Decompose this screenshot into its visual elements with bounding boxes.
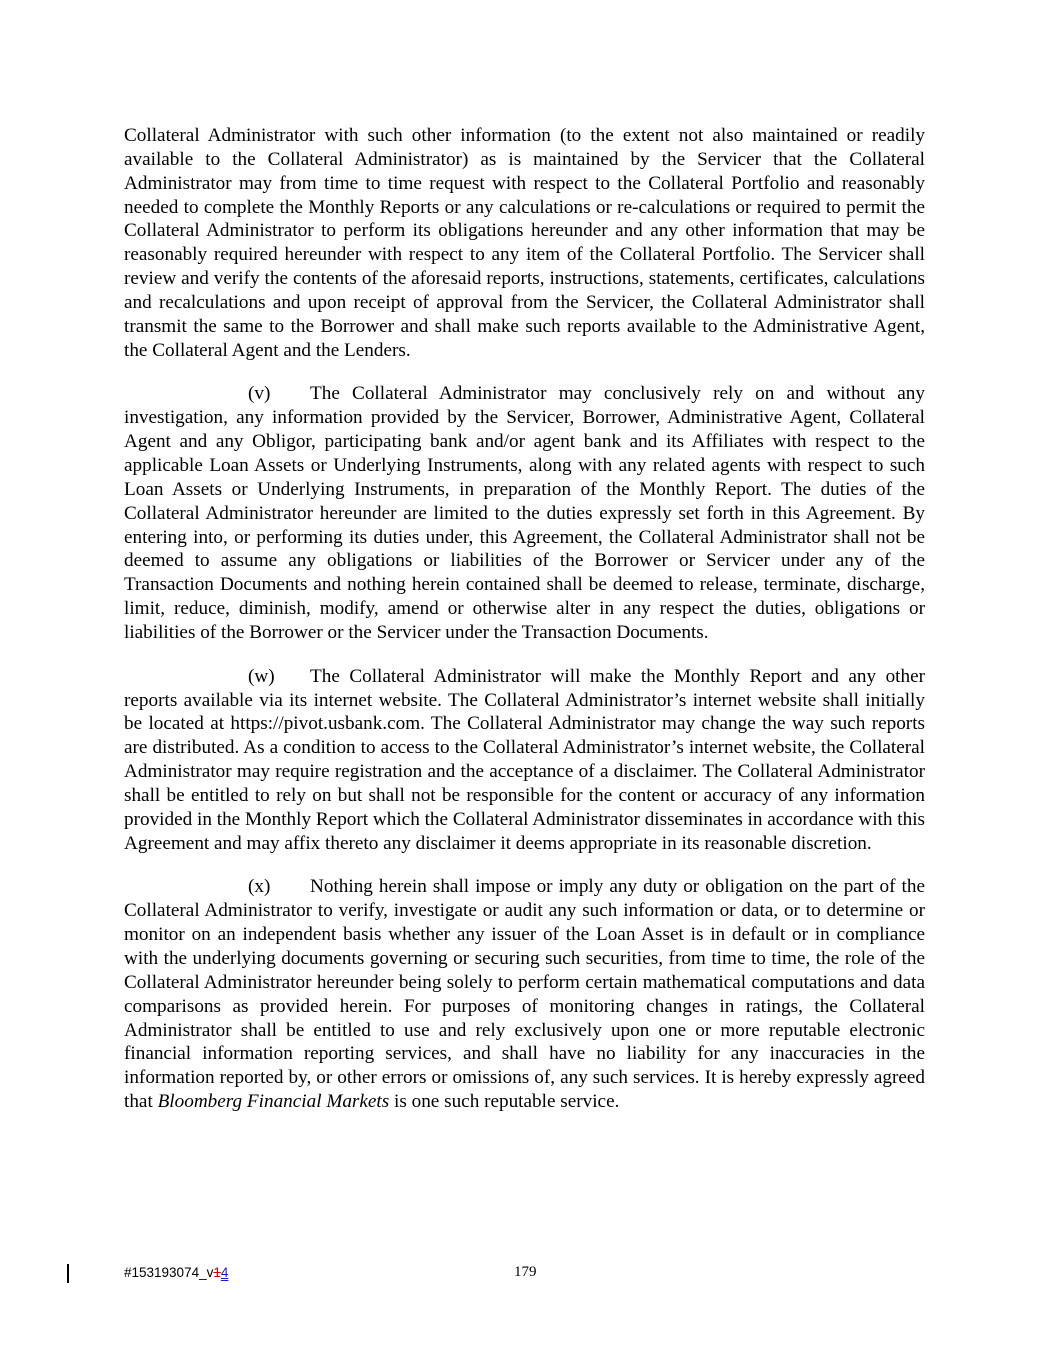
paragraph-text: Collateral Administrator with such other information (to the extent not also maintained or readily available to the Collateral Administrator) as is maintained by the Servicer that the Collateral Administrator may from time to time request with respect to the Collateral Portfolio and reasonably needed to complete the Monthly Reports or any calculations or re-calculations or required to permit the Collateral Administrator to perform its obligations hereunder and any other information that may be reasonably required hereunder with respect to any item of the Collateral Portfolio. The Servicer shall review and verify the contents of the aforesaid reports, instructions, statements, certificates, calculations and recalculations and upon receipt of approval from the Servicer, the Collateral Administrator shall transmit the same to the Borrower and shall make such reports available to the Administrative Agent, the Collateral Agent and the Lenders. [124, 125, 925, 361]
paragraph-text-end: is one such reputable service. [389, 1091, 620, 1113]
paragraph-text: The Collateral Administrator will make the Monthly Report and any other reports available via its internet website. The Collateral Administrator’s internet website shall initially be located at https://pivot.usbank.com. The Collateral Administrator may change the way such reports are distributed. As a condition to access to the Collateral Administrator’s internet website, the Collateral Administrator may require registration and the acceptance of a disclaimer. The Collateral Administrator shall be entitled to rely on but shall not be responsible for the content or accuracy of any information provided in the Monthly Report which the Collateral Administrator disseminates in accordance with this Agreement and may affix thereto any disclaimer it deems appropriate in its reasonable discretion. [124, 665, 925, 854]
paragraph-text: The Collateral Administrator may conclusively rely on and without any investigation, any information provided by the Servicer, Borrower, Administrative Agent, Collateral Agent and any Obligor, participating bank and/or agent bank and its Affiliates with respect to the applicable Loan Assets or Underlying Instruments, along with any related agents with respect to such Loan Assets or Underlying Instruments, in preparation of the Monthly Report. The duties of the Collateral Administrator hereunder are limited to the duties expressly set forth in this Agreement. By entering into, or performing its duties under, this Agreement, the Collateral Administrator shall not be deemed to assume any obligations or liabilities of the Borrower or Servicer under any of the Transaction Documents and nothing herein contained shall be deemed to release, terminate, discharge, limit, reduce, diminish, modify, amend or otherwise alter in any respect the duties, obligations or liabilities of the Borrower or the Servicer under the Transaction Documents. [124, 383, 925, 643]
change-bar-marker [67, 1264, 69, 1283]
page-number: 179 [514, 1264, 537, 1280]
doc-id-prefix: #153193074_v [124, 1265, 214, 1280]
paragraph-x [124, 875, 925, 1113]
document-body [124, 124, 925, 1134]
doc-id-inserted-version: 4 [220, 1265, 229, 1280]
italic-service-name: Bloomberg Financial Markets [157, 1091, 390, 1113]
paragraph-marker: (x) [248, 876, 271, 898]
paragraph-marker: (v) [248, 383, 271, 405]
paragraph-marker: (w) [248, 665, 275, 687]
paragraph-continuation [124, 124, 925, 362]
paragraph-text: Nothing herein shall impose or imply any duty or obligation on the part of the Collateral Administrator to verify, investigate or audit any such information or data, or to determine or monitor on an independent basis whether any issuer of the Loan Asset is in default or in compliance with the underlying documents governing or securing such securities, from time to time, the role of the Collateral Administrator hereunder being solely to perform certain mathematical computations and data comparisons as provided herein. For purposes of monitoring changes in ratings, the Collateral Administrator shall be entitled to use and rely exclusively upon one or more reputable electronic financial information reporting services, and shall have no liability for any inaccuracies in the information reported by, or other errors or omissions of, any such services. It is hereby expressly agreed that [124, 876, 925, 1113]
paragraph-w [124, 665, 925, 856]
doc-id-deleted-version: 1 [213, 1265, 221, 1280]
paragraph-v [124, 382, 925, 644]
footer-document-id [124, 1265, 228, 1280]
